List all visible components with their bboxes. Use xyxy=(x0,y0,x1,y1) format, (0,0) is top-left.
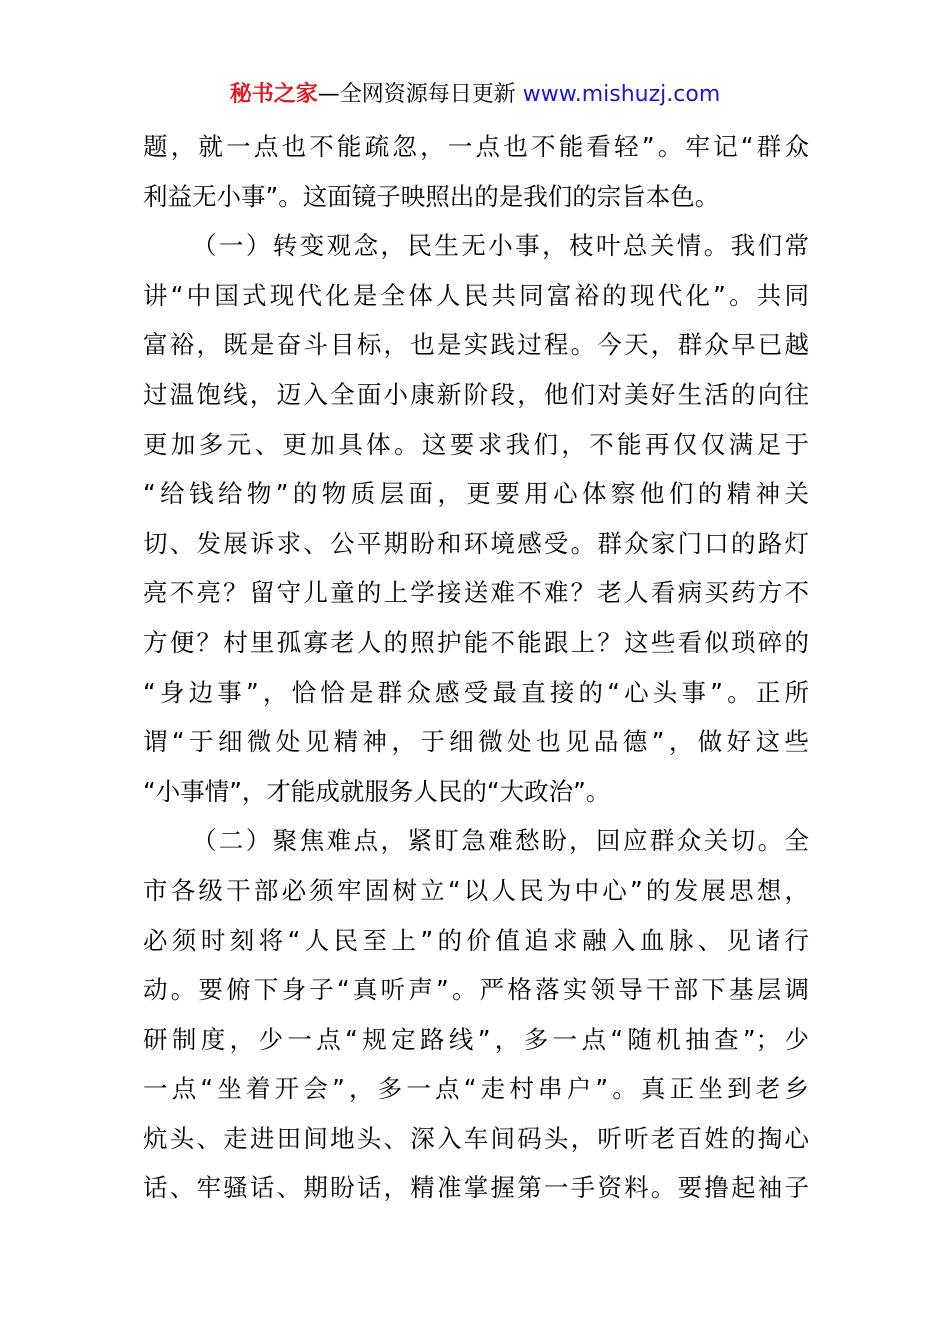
text-line: 富裕，既是奋斗目标，也是实践过程。今天，群众早已越 xyxy=(143,330,809,360)
text-line: 利益无小事”。这面镜子映照出的是我们的宗旨本色。 xyxy=(143,181,720,211)
text-line: 切、发展诉求、公平期盼和环境感受。群众家门口的路灯 xyxy=(143,528,809,558)
text-line: 更加多元、更加具体。这要求我们，不能再仅仅满足于 xyxy=(143,429,809,459)
body-text xyxy=(143,122,809,1213)
text-line: 题，就一点也不能疏忽，一点也不能看轻”。牢记“群众 xyxy=(143,132,809,161)
page-header xyxy=(0,78,950,112)
text-line: 市各级干部必须牢固树立“以人民为中心”的发展思想， xyxy=(143,875,809,905)
text-line: 必须时刻将“人民至上”的价值追求融入血脉、见诸行 xyxy=(143,925,809,955)
header-brand: 秘书之家 xyxy=(229,82,318,107)
text-line: （二）聚焦难点，紧盯急难愁盼，回应群众关切。全 xyxy=(192,826,809,856)
text-line: 谓“于细微处见精神，于细微处也见品德”，做好这些 xyxy=(143,727,809,757)
header-url[interactable]: www.mishuzj.com xyxy=(522,82,721,107)
text-line: 讲“中国式现代化是全体人民共同富裕的现代化”。共同 xyxy=(143,280,809,310)
text-line: 研制度，少一点“规定路线”，多一点“随机抽查”；少 xyxy=(143,1024,809,1054)
text-line: 亮不亮？留守儿童的上学接送难不难？老人看病买药方不 xyxy=(143,578,809,608)
text-line: “小事情”，才能成就服务人民的“大政治”。 xyxy=(143,776,611,806)
text-line: 动。要俯下身子“真听声”。严格落实领导干部下基层调 xyxy=(143,975,809,1005)
text-line: 过温饱线，迈入全面小康新阶段，他们对美好生活的向往 xyxy=(143,379,809,409)
text-line: （一）转变观念，民生无小事，枝叶总关情。我们常 xyxy=(192,231,809,261)
text-line: 一点“坐着开会”，多一点“走村串户”。真正坐到老乡 xyxy=(143,1074,809,1104)
header-tagline: —全网资源每日更新 xyxy=(317,82,523,107)
text-line: “给钱给物”的物质层面，更要用心体察他们的精神关 xyxy=(143,479,809,509)
text-line: 话、牢骚话、期盼话，精准掌握第一手资料。要撸起袖子 xyxy=(143,1173,809,1203)
text-line: 方便？村里孤寡老人的照护能不能跟上？这些看似琐碎的 xyxy=(143,627,809,657)
text-line: “身边事”，恰恰是群众感受最直接的“心头事”。正所 xyxy=(143,677,809,707)
text-line: 炕头、走进田间地头、深入车间码头，听听老百姓的掏心 xyxy=(143,1123,809,1153)
